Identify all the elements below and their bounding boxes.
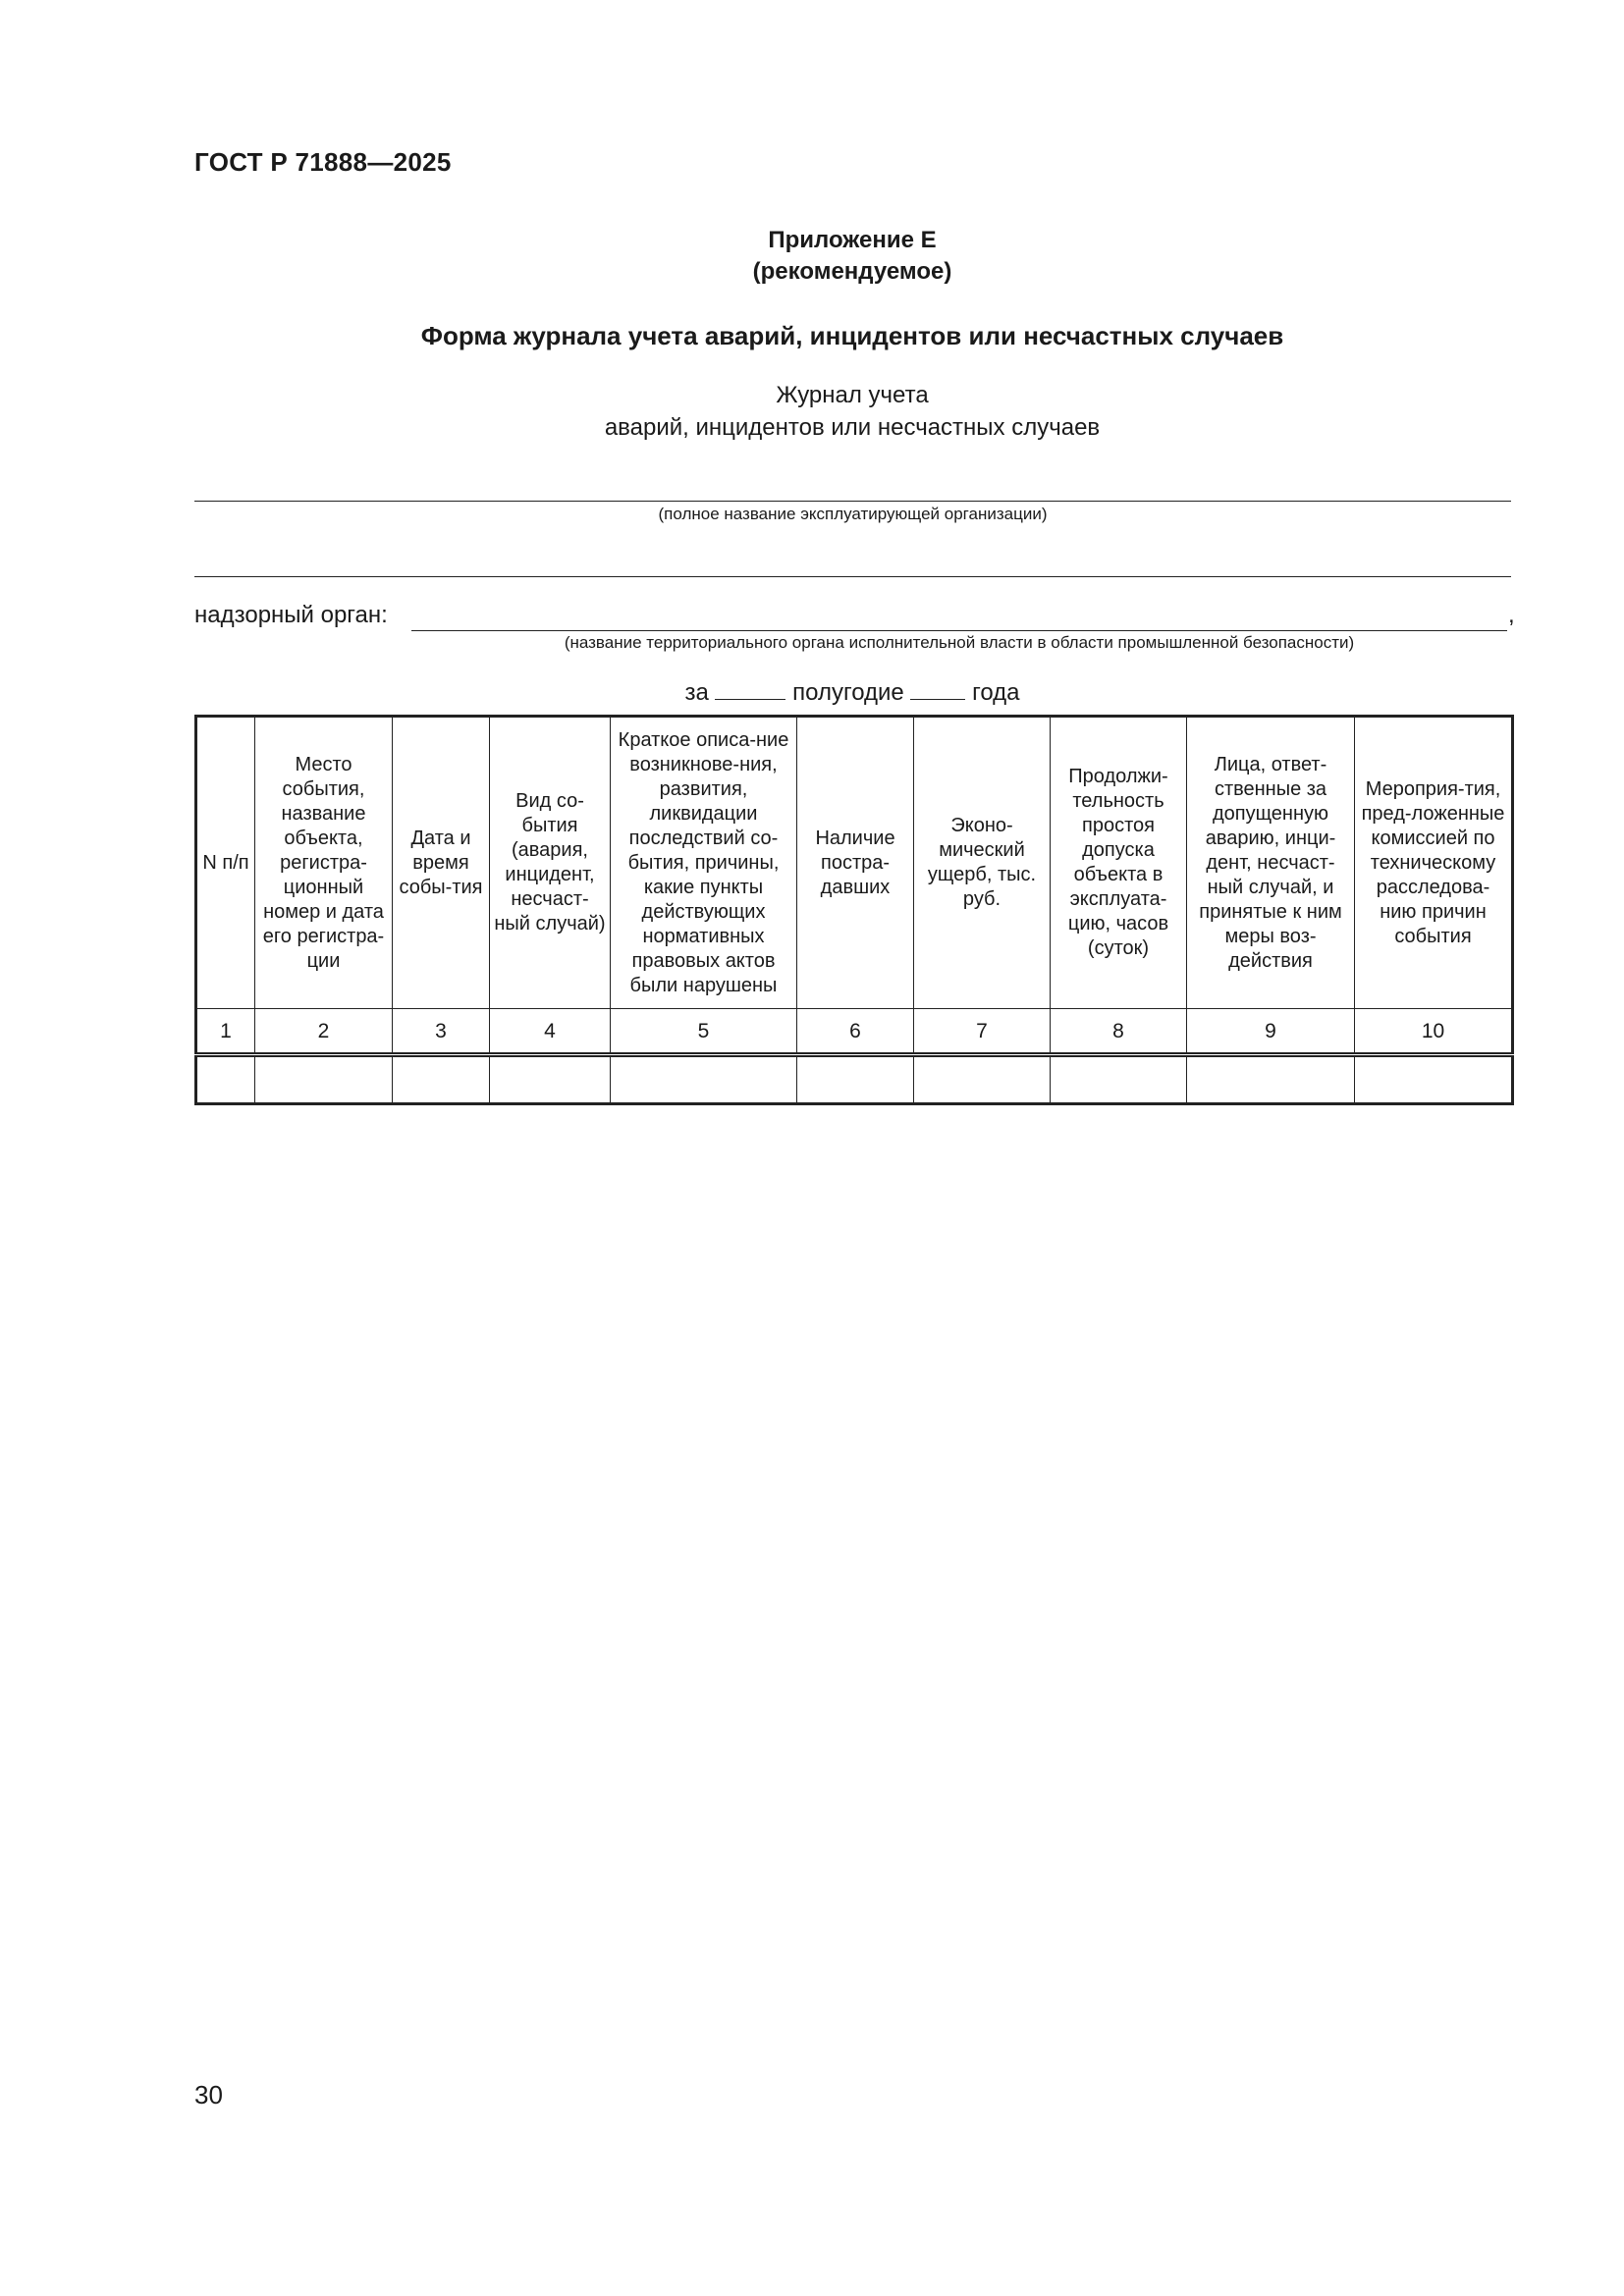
header-cell: Лица, ответ-ственные за допущенную аварию, инци-дент, несчаст-ный случай, и принятые к ним меры воз-действия (1187, 717, 1355, 1009)
header-cell: Наличие постра-давших (797, 717, 914, 1009)
supervisory-body-line[interactable] (411, 630, 1507, 631)
half-year-blank[interactable] (715, 679, 785, 700)
column-number: 7 (914, 1009, 1051, 1055)
supervisory-label: надзорный орган: (194, 602, 388, 628)
entry-cell[interactable] (196, 1055, 255, 1104)
journal-title-line2: аварий, инцидентов или несчастных случаев (604, 414, 1101, 441)
header-cell: Место события, название объекта, регистра-ционный номер и дата его регистра-ции (255, 717, 393, 1009)
column-number: 3 (393, 1009, 490, 1055)
year-blank[interactable] (910, 679, 965, 700)
column-number: 5 (611, 1009, 797, 1055)
document-code: ГОСТ Р 71888—2025 (194, 147, 452, 177)
journal-table (194, 715, 1514, 1105)
table-header-row (196, 717, 1513, 1009)
column-number: 6 (797, 1009, 914, 1055)
journal-title-line1: Журнал учета (776, 382, 929, 408)
header-cell: N п/п (196, 717, 255, 1009)
organization-name-line[interactable] (194, 501, 1511, 502)
header-cell: Эконо-мический ущерб, тыс. руб. (914, 717, 1051, 1009)
entry-cell[interactable] (611, 1055, 797, 1104)
entry-cell[interactable] (393, 1055, 490, 1104)
header-cell: Вид со-бытия (авария, инцидент, несчаст-ный случай) (490, 717, 611, 1009)
period-middle: полугодие (792, 679, 904, 706)
supervisory-comma: , (1508, 602, 1515, 628)
supervisory-hint: (название территориального органа исполнительной власти в области промышленной безопасности) (564, 633, 1355, 652)
form-title: Форма журнала учета аварий, инцидентов или несчастных случаев (420, 321, 1284, 350)
entry-cell[interactable] (490, 1055, 611, 1104)
appendix-status: (рекомендуемое) (752, 258, 952, 285)
entry-cell[interactable] (1051, 1055, 1187, 1104)
page-number: 30 (194, 2080, 223, 2109)
appendix-title: Приложение Е (768, 227, 937, 253)
organization-hint: (полное название эксплуатирующей организации) (658, 505, 1048, 523)
column-number: 9 (1187, 1009, 1355, 1055)
column-number: 8 (1051, 1009, 1187, 1055)
entry-cell[interactable] (797, 1055, 914, 1104)
header-cell: Дата и время собы-тия (393, 717, 490, 1009)
column-number: 1 (196, 1009, 255, 1055)
entry-cell[interactable] (1355, 1055, 1513, 1104)
header-cell: Краткое описа-ние возникнове-ния, развития, ликвидации последствий со-бытия, причины, какие пункты действующих нормативных правовых актов были нарушены (611, 717, 797, 1009)
entry-cell[interactable] (914, 1055, 1051, 1104)
column-number: 2 (255, 1009, 393, 1055)
period-prefix: за (684, 679, 709, 706)
organization-extra-line[interactable] (194, 576, 1511, 577)
header-cell: Мероприя-тия, пред-ложенные комиссией по техническому расследова-нию причин события (1355, 717, 1513, 1009)
entry-cell[interactable] (1187, 1055, 1355, 1104)
period-suffix: года (972, 679, 1020, 706)
column-number-row (196, 1009, 1513, 1055)
entry-cell[interactable] (255, 1055, 393, 1104)
header-cell: Продолжи-тельность простоя допуска объекта в эксплуата-цию, часов (суток) (1051, 717, 1187, 1009)
column-number: 4 (490, 1009, 611, 1055)
period-line (194, 679, 1510, 707)
table-row (196, 1055, 1513, 1104)
column-number: 10 (1355, 1009, 1513, 1055)
